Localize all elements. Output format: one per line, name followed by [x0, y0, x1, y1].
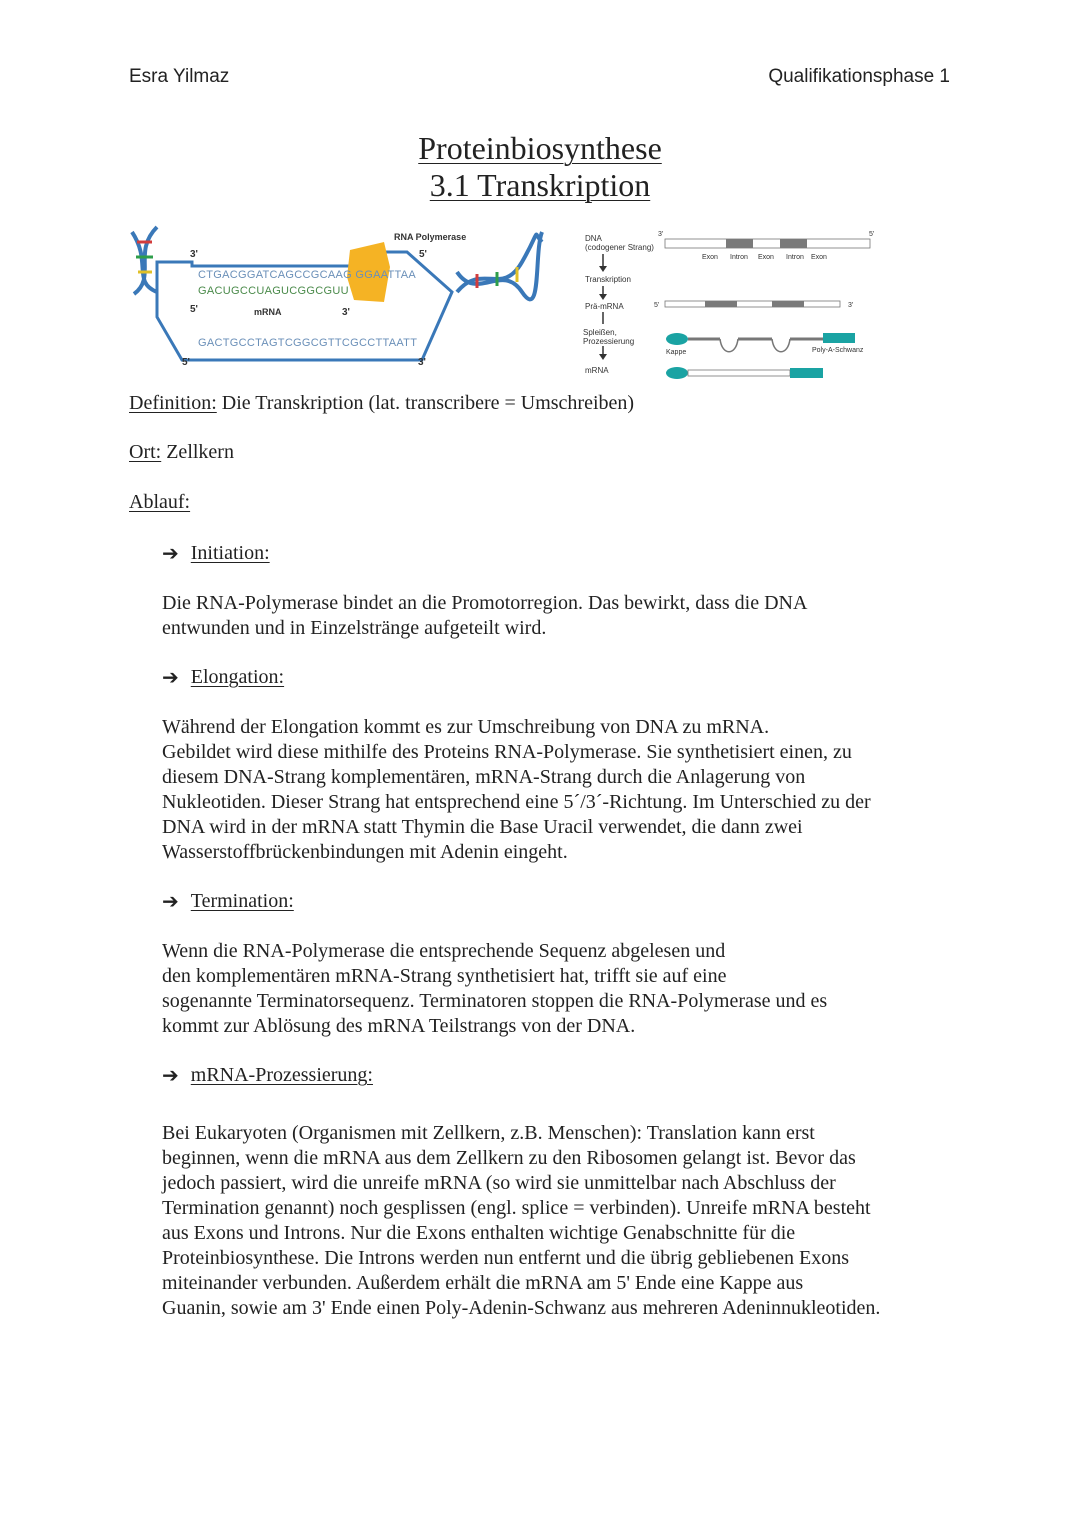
step-processing: Prozessierung	[583, 337, 635, 346]
prime-label: 3'	[658, 231, 664, 238]
definition-text: Die Transkription (lat. transcribere = Umschreiben)	[216, 392, 635, 414]
step-splicing: Spleißen,	[583, 328, 617, 337]
intron-block	[726, 239, 753, 248]
poly-a-tail	[790, 368, 823, 378]
dna-label: DNA	[585, 234, 602, 243]
mrna-label: mRNA	[254, 307, 282, 317]
cap-shape	[666, 333, 688, 345]
cap-shape	[666, 367, 688, 379]
pre-mrna-bar	[665, 301, 840, 307]
page-title: Proteinbiosynthese	[418, 130, 662, 166]
text-line: sogenannte Terminatorsequenz. Terminatoren stoppen die RNA-Polymerase und es	[162, 990, 828, 1012]
prime-label: 3'	[342, 307, 350, 318]
text-line: Guanin, sowie am 3' Ende einen Poly-Adenin-Schwanz aus mehreren Adeninnukleotiden.	[162, 1297, 881, 1319]
exon-label: Exon	[758, 254, 774, 261]
enzyme-label: RNA Polymerase	[394, 232, 467, 242]
section-heading-termination	[162, 889, 294, 913]
section-heading-text: Initiation:	[190, 541, 270, 564]
section-heading-text: Elongation:	[190, 665, 285, 688]
mrna-strand: GACUGCCUAGUCGGCGUU	[198, 285, 349, 297]
course-phase: Qualifikationsphase 1	[768, 66, 950, 87]
definition-label: Definition:	[129, 392, 217, 414]
ablauf-label: Ablauf:	[129, 491, 191, 513]
mrna-processing-figure	[580, 228, 880, 380]
dna-top-strand: CTGACGGATCAGCCGCAAG GGAATTAA	[198, 269, 417, 281]
mrna-label: mRNA	[585, 366, 609, 375]
intron-block	[780, 239, 807, 248]
dna-bottom-strand: GACTGCCTAGTCGGCGTTCGCCTTAATT	[198, 337, 418, 349]
pre-mrna-label: Prä-mRNA	[585, 302, 624, 311]
arrow-icon: ➔	[162, 541, 179, 565]
intron-label: Intron	[786, 254, 804, 261]
ort-label: Ort:	[129, 441, 162, 463]
text-line: den komplementären mRNA-Strang synthetisiert hat, trifft sie auf eine	[162, 965, 727, 987]
definition-line	[129, 392, 634, 415]
step-transkription: Transkription	[585, 275, 631, 284]
section-heading-text: Termination:	[190, 889, 294, 912]
poly-a-label: Poly-A-Schwanz	[812, 347, 864, 354]
text-line: Wasserstoffbrückenbindungen mit Adenin eingeht.	[162, 841, 568, 863]
prime-label: 5'	[869, 231, 875, 238]
dna-bar	[665, 239, 870, 248]
section-text-initiation	[162, 591, 952, 641]
section-heading-initiation	[162, 541, 270, 565]
section-text-termination	[162, 939, 952, 1039]
text-line: DNA wird in der mRNA statt Thymin die Base Uracil verwendet, die dann zwei	[162, 816, 803, 838]
text-line: Proteinbiosynthese. Die Introns werden nun entfernt und die übrig gebliebenen Exons	[162, 1247, 850, 1269]
section-heading-processing	[162, 1063, 373, 1087]
ort-line	[129, 441, 234, 464]
text-line: entwunden und in Einzelstränge aufgeteilt wird.	[162, 617, 547, 639]
prime-label: 3'	[848, 302, 854, 309]
exon-label: Exon	[811, 254, 827, 261]
page-subtitle: 3.1 Transkription	[429, 167, 651, 203]
arrow-icon: ➔	[162, 665, 179, 689]
mature-mrna-bar	[688, 370, 790, 376]
text-line: kommt zur Ablösung des mRNA Teilstrangs von der DNA.	[162, 1015, 636, 1037]
text-line: diesem DNA-Strang komplementären, mRNA-Strang durch die Anlagerung von	[162, 766, 806, 788]
ort-text: Zellkern	[161, 441, 234, 463]
arrow-icon: ➔	[162, 889, 179, 913]
section-text-elongation	[162, 715, 952, 865]
dna-helix-right	[457, 232, 542, 299]
text-line: Termination genannt) noch gesplissen (engl. splice = verbinden). Unreife mRNA besteht	[162, 1197, 871, 1219]
section-text-processing	[162, 1121, 952, 1321]
intron-block	[705, 301, 737, 307]
prime-label: 5'	[190, 304, 198, 315]
arrow-icon: ➔	[162, 1063, 179, 1087]
text-line: jedoch passiert, wird die unreife mRNA (so wird sie unmittelbar nach Abschluss der	[162, 1172, 836, 1194]
kappe-label: Kappe	[666, 349, 687, 356]
intron-label: Intron	[730, 254, 748, 261]
prime-label: 5'	[654, 302, 660, 309]
text-line: aus Exons und Introns. Nur die Exons enthalten wichtige Genabschnitte für die	[162, 1222, 796, 1244]
dna-sub-label: (codogener Strang)	[585, 243, 654, 252]
text-line: Nukleotiden. Dieser Strang hat entsprechend eine 5´/3´-Richtung. Im Unterschied zu der	[162, 791, 871, 813]
section-heading-elongation	[162, 665, 284, 689]
exon-label: Exon	[702, 254, 718, 261]
author-name: Esra Yilmaz	[129, 66, 230, 87]
text-line: Die RNA-Polymerase bindet an die Promotorregion. Das bewirkt, dass die DNA	[162, 592, 808, 614]
text-line: Bei Eukaryoten (Organismen mit Zellkern, z.B. Menschen): Translation kann erst	[162, 1122, 815, 1144]
text-line: Während der Elongation kommt es zur Umschreibung von DNA zu mRNA.	[162, 716, 770, 738]
text-line: miteinander verbunden. Außerdem erhält die mRNA am 5' Ende eine Kappe aus	[162, 1272, 804, 1294]
prime-label: 5'	[182, 357, 190, 368]
prime-label: 3'	[190, 249, 198, 260]
prime-label: 3'	[418, 357, 426, 368]
text-line: Wenn die RNA-Polymerase die entsprechende Sequenz abgelesen und	[162, 940, 726, 962]
transcription-bubble-figure	[122, 222, 548, 372]
text-line: Gebildet wird diese mithilfe des Proteins RNA-Polymerase. Sie synthetisiert einen, zu	[162, 741, 852, 763]
poly-a-tail	[823, 333, 855, 343]
dna-helix-left	[132, 227, 157, 294]
section-heading-text: mRNA-Prozessierung:	[190, 1063, 373, 1086]
prime-label: 5'	[419, 249, 427, 260]
intron-block	[772, 301, 804, 307]
text-line: beginnen, wenn die mRNA aus dem Zellkern zu den Ribosomen gelangt ist. Bevor das	[162, 1147, 856, 1169]
